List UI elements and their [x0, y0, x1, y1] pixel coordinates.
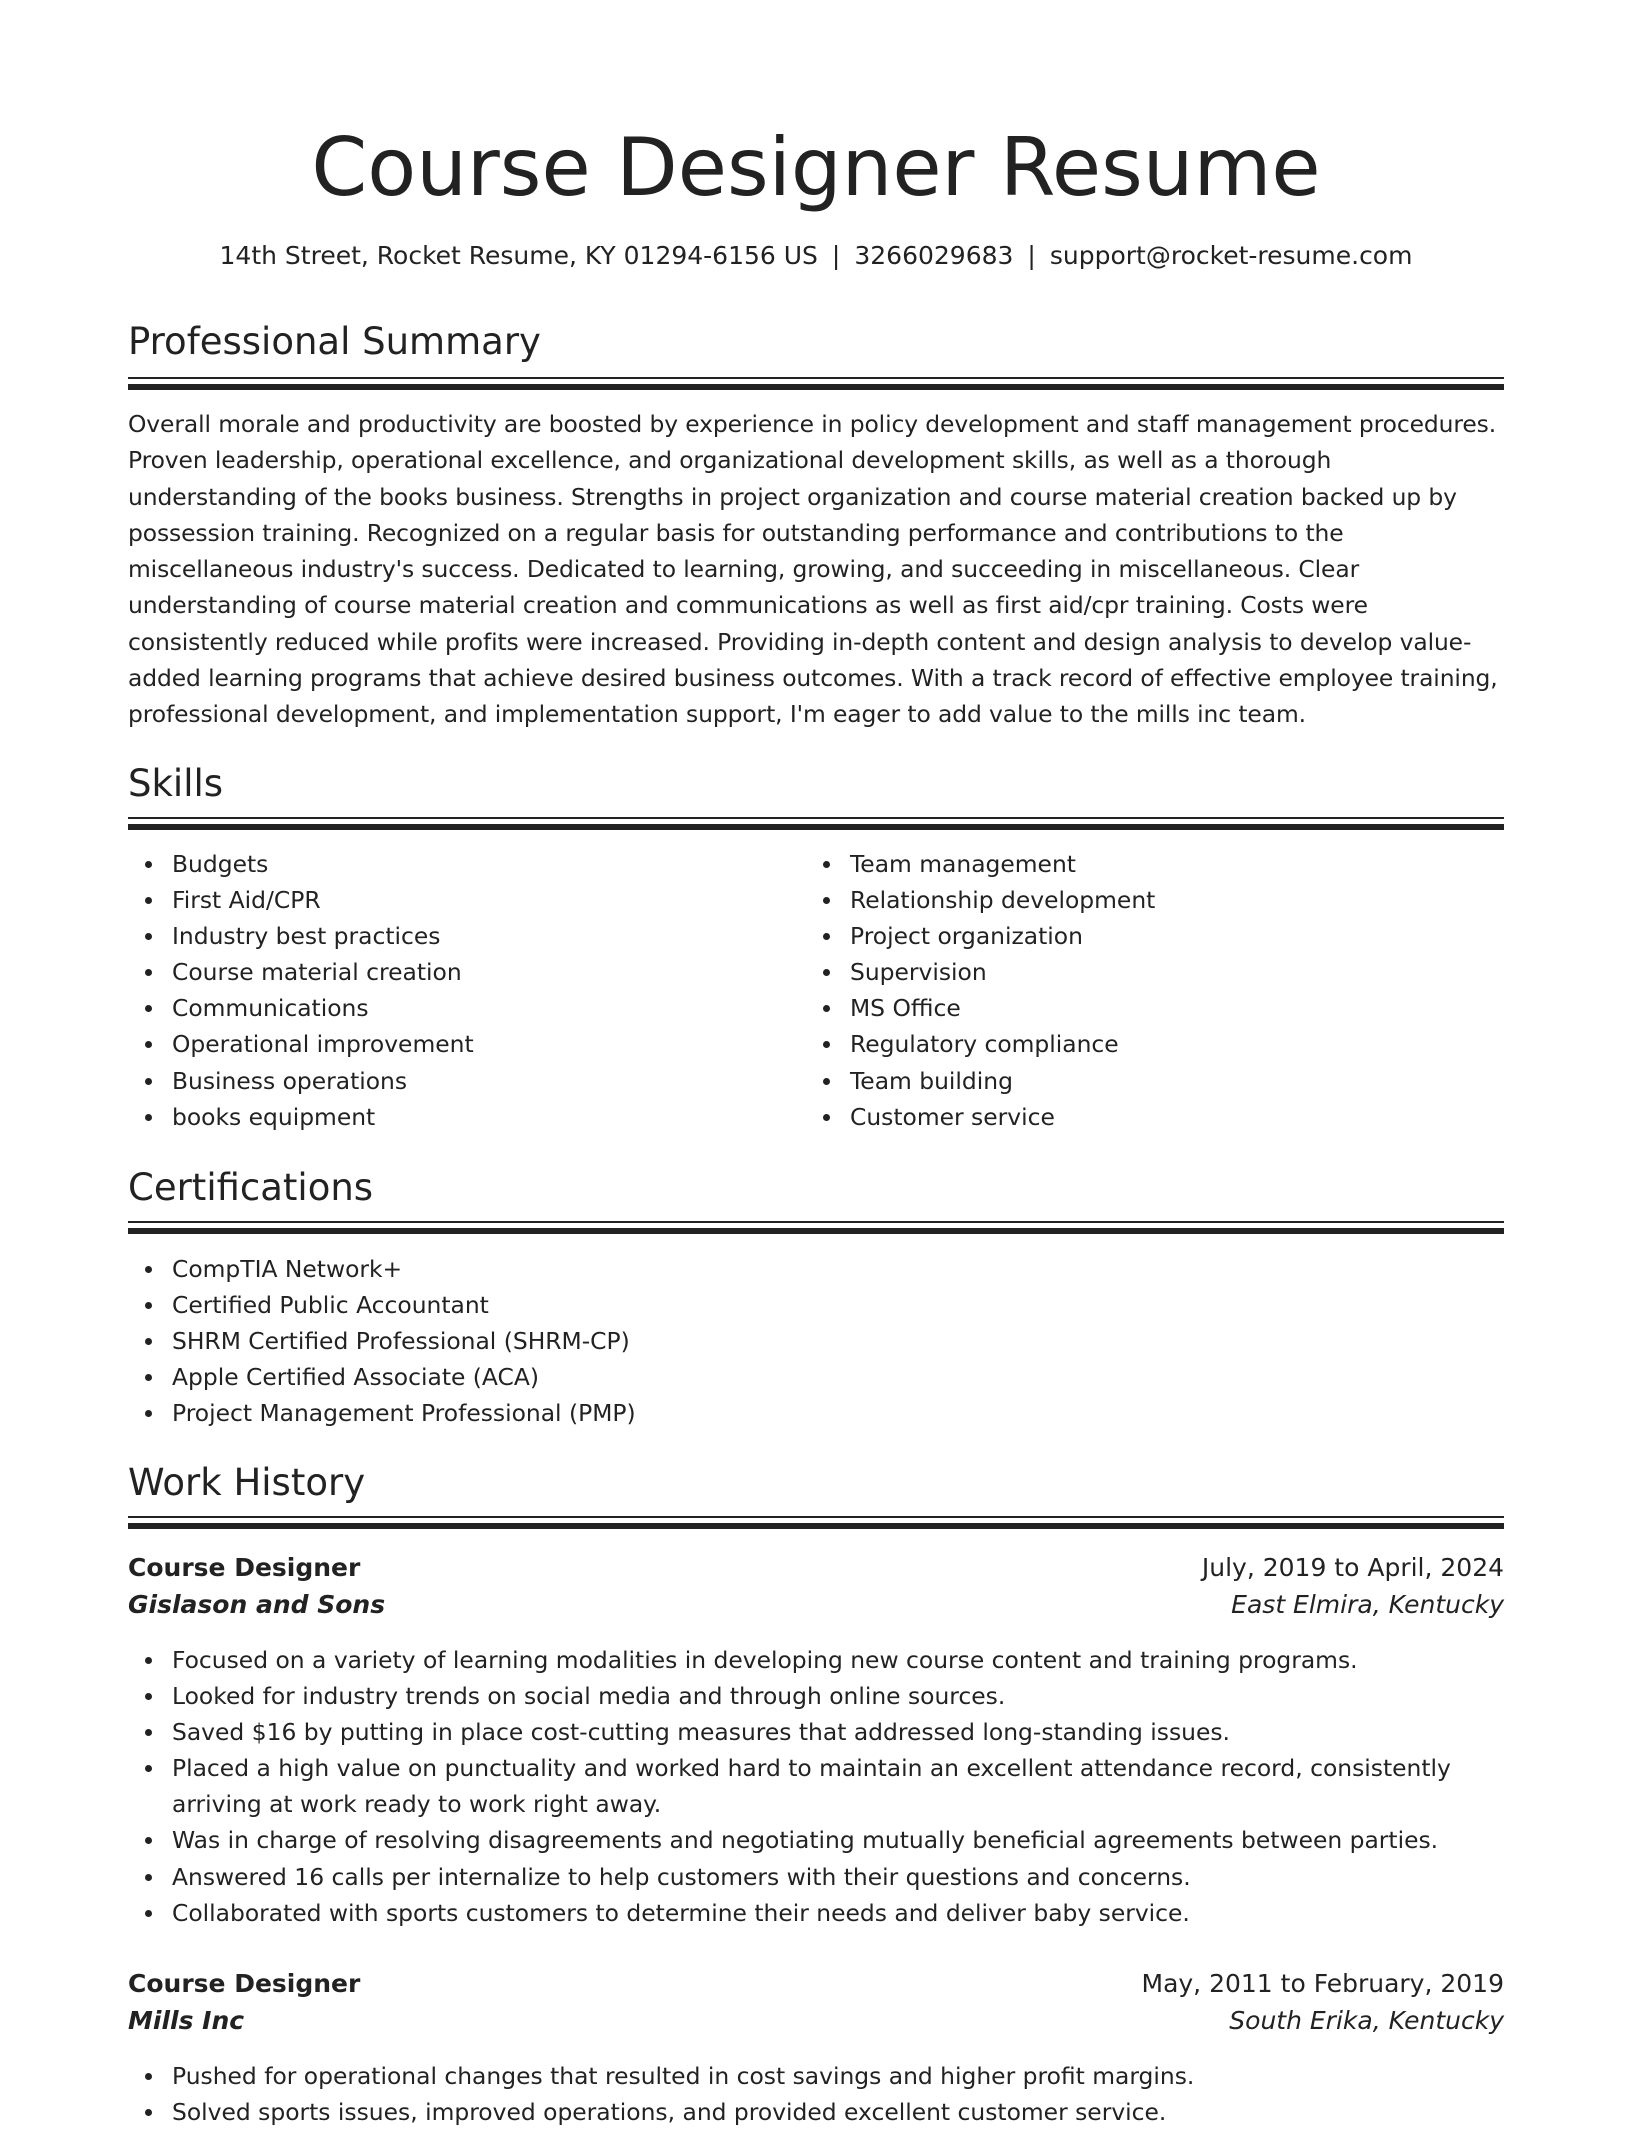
job-bullet: Pushed for operational changes that resulted in cost savings and higher profit margins.	[172, 2058, 1504, 2094]
section-heading-work-history: Work History	[128, 1461, 366, 1504]
job-bullet: Looked for industry trends on social media and through online sources.	[172, 1678, 1504, 1714]
job-bullet: Was in charge of resolving disagreements and negotiating mutually beneficial agreements between parties.	[172, 1822, 1504, 1858]
job-bullet: Collaborated with sports customers to determine their needs and deliver baby service.	[172, 1895, 1504, 1931]
skill-item: First Aid/CPR	[172, 882, 802, 918]
job-dates: May, 2011 to February, 2019	[1141, 1969, 1504, 1998]
job-title: Course Designer	[128, 1969, 361, 1998]
summary-text: Overall morale and productivity are boosted by experience in policy development and staff management procedures. Proven leadership, operational excellence, and organizational development skills, as well as a thorough understanding of the books business. Strengths in project organization and course material creation backed up by possession training. Recognized on a regular basis for outstanding performance and contributions to the miscellaneous industry's success. Dedicated to learning, growing, and succeeding in miscellaneous. Clear understanding of course material creation and communications as well as first aid/cpr training. Costs were consistently reduced while profits were increased. Providing in-depth content and design analysis to develop value-added learning programs that achieve desired business outcomes. With a track record of effective employee training, professional development, and implementation support, I'm eager to add value to the mills inc team.	[128, 410, 1498, 729]
job-dates: July, 2019 to April, 2024	[1201, 1553, 1504, 1582]
contact-line	[128, 238, 1504, 274]
skill-item: Operational improvement	[172, 1026, 802, 1062]
skill-item: Regulatory compliance	[850, 1026, 1480, 1062]
section-divider	[128, 817, 1504, 831]
section-divider	[128, 377, 1504, 391]
skill-item: Budgets	[172, 846, 802, 882]
skills-list-left	[128, 846, 802, 1135]
skill-item: Industry best practices	[172, 918, 802, 954]
skill-item: Supervision	[850, 954, 1480, 990]
skill-item: Project organization	[850, 918, 1480, 954]
certification-item: Project Management Professional (PMP)	[172, 1395, 1472, 1431]
resume-title: Course Designer Resume	[311, 121, 1321, 214]
job-company: Gislason and Sons	[128, 1590, 386, 1619]
section-divider	[128, 1221, 1504, 1235]
job-location: East Elmira, Kentucky	[1231, 1590, 1504, 1619]
job-bullet: Answered 16 calls per internalize to help customers with their questions and concerns.	[172, 1859, 1504, 1895]
skill-item: Course material creation	[172, 954, 802, 990]
certification-item: Certified Public Accountant	[172, 1287, 1472, 1323]
job-location: South Erika, Kentucky	[1229, 2006, 1504, 2035]
skill-item: Team management	[850, 846, 1480, 882]
job-bullet-list	[128, 1642, 1504, 1931]
skill-item: Communications	[172, 990, 802, 1026]
skill-item: Business operations	[172, 1063, 802, 1099]
job-bullet: Saved $16 by putting in place cost-cutting measures that addressed long-standing issues.	[172, 1714, 1504, 1750]
contact-address: 14th Street, Rocket Resume, KY 01294-6156 US	[219, 241, 818, 270]
skills-list-right	[806, 846, 1480, 1135]
skill-item: books equipment	[172, 1099, 802, 1135]
section-heading-summary: Professional Summary	[128, 320, 541, 363]
skill-item: Customer service	[850, 1099, 1480, 1135]
certification-item: SHRM Certified Professional (SHRM-CP)	[172, 1323, 1472, 1359]
contact-separator: |	[1027, 241, 1036, 270]
section-heading-certifications: Certifications	[128, 1166, 374, 1209]
job-bullet-list	[128, 2058, 1504, 2130]
job-title: Course Designer	[128, 1553, 361, 1582]
skill-item: MS Office	[850, 990, 1480, 1026]
contact-email: support@rocket-resume.com	[1049, 241, 1413, 270]
contact-phone: 3266029683	[854, 241, 1014, 270]
certification-item: Apple Certified Associate (ACA)	[172, 1359, 1472, 1395]
job-bullet: Placed a high value on punctuality and worked hard to maintain an excellent attendance record, consistently arriving at work ready to work right away.	[172, 1750, 1504, 1822]
contact-separator: |	[831, 241, 841, 270]
skill-item: Team building	[850, 1063, 1480, 1099]
job-bullet: Solved sports issues, improved operations, and provided excellent customer service.	[172, 2094, 1504, 2130]
job-bullet: Focused on a variety of learning modalities in developing new course content and training programs.	[172, 1642, 1504, 1678]
section-divider	[128, 1516, 1504, 1530]
skill-item: Relationship development	[850, 882, 1480, 918]
job-company: Mills Inc	[128, 2006, 245, 2035]
certification-item: CompTIA Network+	[172, 1251, 1472, 1287]
section-heading-skills: Skills	[128, 762, 224, 805]
certifications-list	[128, 1251, 1472, 1431]
